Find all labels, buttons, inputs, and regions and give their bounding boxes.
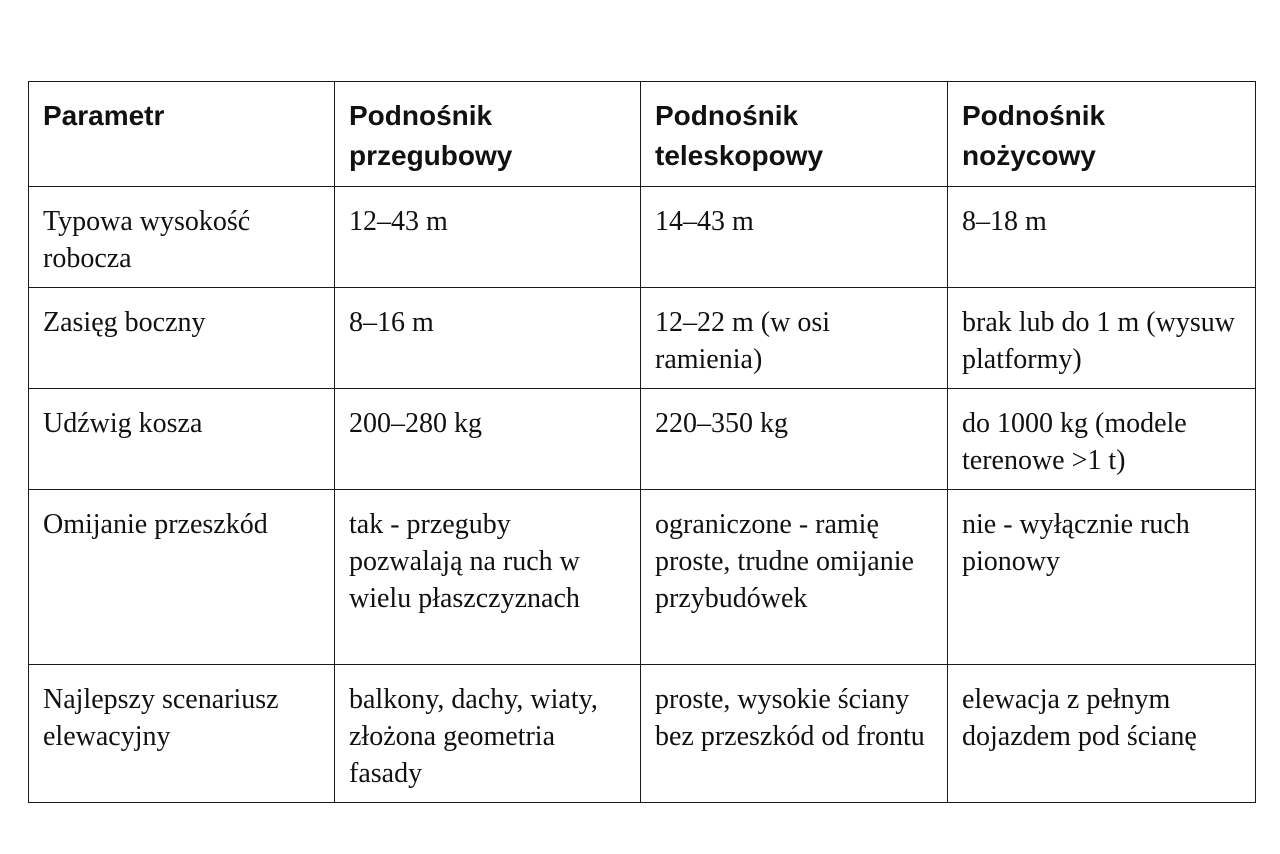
comparison-table: [28, 81, 1256, 803]
table-cell: 8–16 m: [335, 288, 641, 389]
table-row: [29, 288, 1256, 389]
header-cell-nozycowy: Podnośnik nożycowy: [948, 82, 1256, 187]
table-row: [29, 490, 1256, 665]
header-cell-teleskopowy: Podnośnik teleskopowy: [641, 82, 948, 187]
table-cell: balkony, dachy, wiaty, złożona geometria fasady: [335, 665, 641, 803]
table-cell: elewacja z pełnym dojazdem pod ścianę: [948, 665, 1256, 803]
table-cell: 12–43 m: [335, 187, 641, 288]
table-row: [29, 389, 1256, 490]
row-label-cell: Omijanie przeszkód: [29, 490, 335, 665]
table-cell: 8–18 m: [948, 187, 1256, 288]
table-cell: brak lub do 1 m (wysuw platformy): [948, 288, 1256, 389]
row-label-cell: Typowa wysokość robocza: [29, 187, 335, 288]
row-label-cell: Udźwig kosza: [29, 389, 335, 490]
table-cell: proste, wysokie ściany bez przeszkód od frontu: [641, 665, 948, 803]
table-cell: ograniczone - ramię proste, trudne omijanie przybudówek: [641, 490, 948, 665]
table-cell: tak - przeguby pozwalają na ruch w wielu płaszczyznach: [335, 490, 641, 665]
table-cell: nie - wyłącznie ruch pionowy: [948, 490, 1256, 665]
header-cell-parametr: Parametr: [29, 82, 335, 187]
header-cell-przegubowy: Podnośnik przegubowy: [335, 82, 641, 187]
table-cell: 12–22 m (w osi ramienia): [641, 288, 948, 389]
table-cell: 200–280 kg: [335, 389, 641, 490]
table-row: [29, 187, 1256, 288]
table-cell: do 1000 kg (modele terenowe >1 t): [948, 389, 1256, 490]
table-cell: 14–43 m: [641, 187, 948, 288]
table-cell: 220–350 kg: [641, 389, 948, 490]
table-row: [29, 665, 1256, 803]
row-label-cell: Najlepszy scenariusz elewacyjny: [29, 665, 335, 803]
row-label-cell: Zasięg boczny: [29, 288, 335, 389]
table-header-row: [29, 82, 1256, 187]
